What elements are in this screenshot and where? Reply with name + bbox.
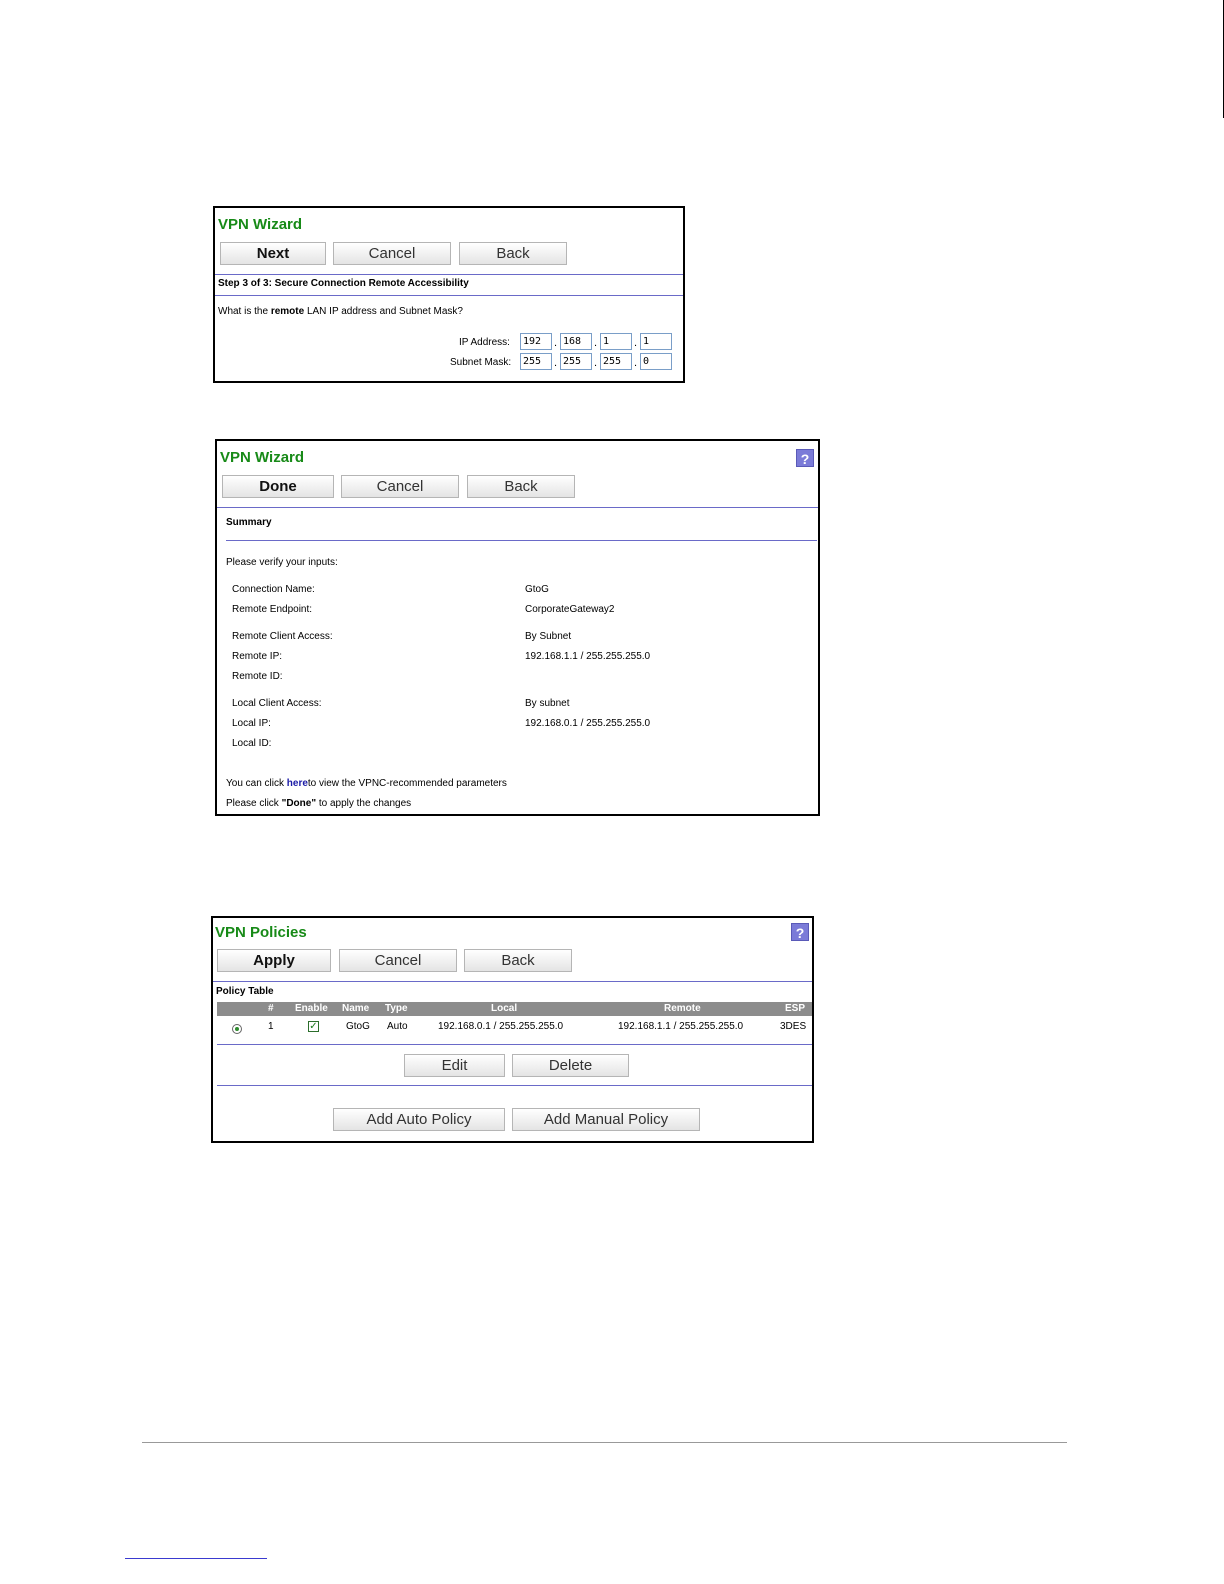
summary-label: Local IP: — [232, 718, 271, 729]
ip-octet-3-input[interactable]: 1 — [600, 333, 632, 350]
back-button[interactable]: Back — [459, 242, 567, 265]
question-bold: remote — [270, 306, 305, 317]
policy-table-header — [217, 1002, 812, 1016]
divider — [215, 274, 683, 275]
mask-octet-2-input[interactable]: 255 — [560, 353, 592, 370]
footer-link-underline — [125, 1558, 267, 1559]
enable-checkbox[interactable]: ✓ — [309, 1021, 318, 1032]
divider — [226, 540, 817, 541]
row-local: 192.168.0.1 / 255.255.255.0 — [438, 1021, 564, 1032]
verify-text: Please verify your inputs: — [226, 557, 338, 568]
mask-octet-3-input[interactable]: 255 — [600, 353, 632, 370]
done-button[interactable]: Done — [222, 475, 334, 498]
row-remote: 192.168.1.1 / 255.255.255.0 — [618, 1021, 744, 1032]
help-icon[interactable]: ? — [791, 923, 809, 941]
mask-dot: . — [554, 357, 558, 369]
summary-value: By Subnet — [525, 631, 572, 642]
row-name: GtoG — [346, 1021, 370, 1032]
page-title: VPN Wizard — [218, 216, 303, 233]
summary-value: CorporateGateway2 — [525, 604, 615, 615]
apply-hint-prefix: Please click — [226, 798, 282, 809]
cancel-button[interactable]: Cancel — [339, 949, 457, 972]
add-manual-policy-button[interactable]: Add Manual Policy — [512, 1108, 700, 1131]
summary-label: Remote IP: — [232, 651, 283, 662]
mask-octet-4-input[interactable]: 0 — [640, 353, 672, 370]
divider — [215, 295, 683, 296]
summary-label: Local Client Access: — [232, 698, 322, 709]
divider — [213, 981, 812, 982]
ip-dot: . — [554, 337, 558, 349]
section-title: Summary — [226, 517, 272, 528]
summary-value: GtoG — [525, 584, 549, 595]
summary-value: 192.168.1.1 / 255.255.255.0 — [525, 651, 651, 662]
question-prefix: What is the — [218, 306, 271, 317]
edit-button[interactable]: Edit — [404, 1054, 505, 1077]
summary-label: Local ID: — [232, 738, 272, 749]
row-esp: 3DES — [780, 1021, 807, 1032]
ip-octet-2-input[interactable]: 168 — [560, 333, 592, 350]
footer-divider — [142, 1442, 1067, 1443]
ip-address-label: IP Address: — [459, 337, 510, 348]
divider — [217, 1085, 812, 1086]
question-text — [218, 306, 463, 317]
vpn-policies-panel — [211, 916, 814, 1143]
summary-label: Remote ID: — [232, 671, 283, 682]
ip-dot: . — [634, 337, 638, 349]
divider — [217, 1044, 812, 1045]
ip-octet-4-input[interactable]: 1 — [640, 333, 672, 350]
summary-value: By subnet — [525, 698, 570, 709]
mask-dot: . — [594, 357, 598, 369]
row-select-radio[interactable] — [232, 1024, 242, 1034]
question-suffix: LAN IP address and Subnet Mask? — [304, 306, 463, 317]
col-header-local: Local — [491, 1003, 518, 1014]
vpn-wizard-summary-panel — [215, 439, 820, 816]
col-header-remote: Remote — [664, 1003, 701, 1014]
back-button[interactable]: Back — [467, 475, 575, 498]
col-header-esp: ESP — [785, 1003, 806, 1014]
col-header-num: # — [268, 1003, 274, 1014]
add-auto-policy-button[interactable]: Add Auto Policy — [333, 1108, 505, 1131]
apply-button[interactable]: Apply — [217, 949, 331, 972]
cancel-button[interactable]: Cancel — [333, 242, 451, 265]
page-title: VPN Wizard — [220, 449, 305, 466]
summary-label: Remote Endpoint: — [232, 604, 313, 615]
col-header-enable: Enable — [295, 1003, 328, 1014]
row-type: Auto — [387, 1021, 408, 1032]
summary-label: Connection Name: — [232, 584, 315, 595]
mask-dot: . — [634, 357, 638, 369]
ip-dot: . — [594, 337, 598, 349]
delete-button[interactable]: Delete — [512, 1054, 629, 1077]
page-title: VPN Policies — [215, 924, 307, 941]
back-button[interactable]: Back — [464, 949, 572, 972]
step-label: Step 3 of 3: Secure Connection Remote Accessibility — [218, 278, 469, 289]
summary-value: 192.168.0.1 / 255.255.255.0 — [525, 718, 651, 729]
help-icon[interactable]: ? — [796, 449, 814, 467]
cancel-button[interactable]: Cancel — [341, 475, 459, 498]
vpn-wizard-step3-panel — [213, 206, 685, 383]
ip-octet-1-input[interactable]: 192 — [520, 333, 552, 350]
vpnc-hint — [226, 778, 507, 789]
apply-hint-bold: "Done" — [281, 798, 317, 809]
vpnc-parameters-link[interactable]: here — [286, 778, 308, 789]
apply-hint-suffix: to apply the changes — [316, 798, 412, 809]
policy-table-title: Policy Table — [216, 986, 274, 997]
row-num: 1 — [268, 1021, 274, 1032]
next-button[interactable]: Next — [220, 242, 326, 265]
apply-hint — [226, 798, 411, 809]
summary-label: Remote Client Access: — [232, 631, 333, 642]
col-header-type: Type — [385, 1003, 408, 1014]
vpnc-hint-prefix: You can click — [226, 778, 287, 789]
divider — [217, 507, 818, 508]
mask-octet-1-input[interactable]: 255 — [520, 353, 552, 370]
col-header-name: Name — [342, 1003, 370, 1014]
vpnc-hint-suffix: to view the VPNC-recommended parameters — [307, 778, 507, 789]
subnet-mask-label: Subnet Mask: — [450, 357, 512, 368]
